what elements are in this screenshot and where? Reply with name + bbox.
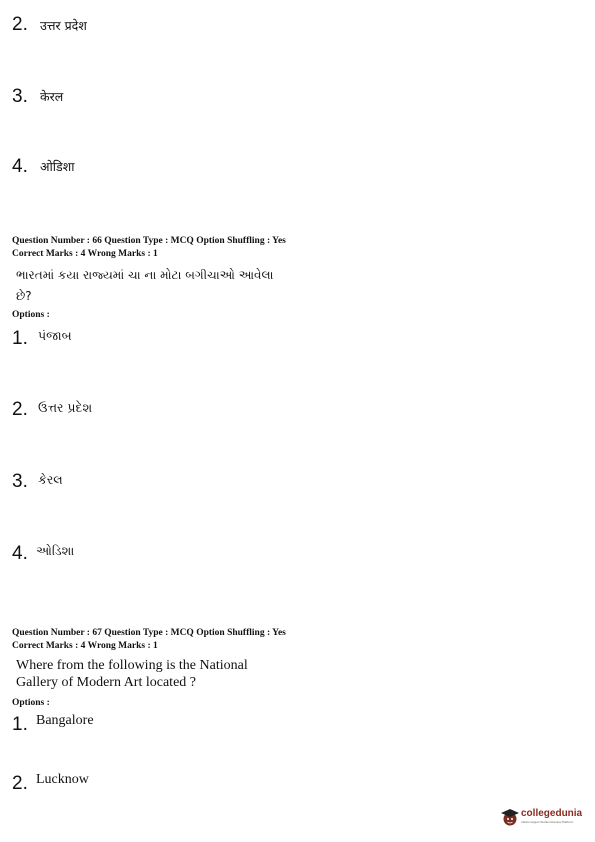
option-number: 2.	[12, 14, 28, 35]
option-text: केरल	[40, 89, 64, 104]
question-text-line: Gallery of Modern Art located ?	[16, 675, 196, 690]
option-1-row	[12, 328, 72, 350]
marks-meta-line: Correct Marks : 4 Wrong Marks : 1	[12, 641, 158, 651]
option-number: 3.	[12, 86, 28, 107]
option-2-row	[12, 399, 93, 421]
option-text: ઓડિશા	[36, 543, 75, 558]
question-67-meta	[12, 627, 286, 653]
option-number: 2.	[12, 399, 28, 420]
options-label: Options :	[12, 698, 50, 708]
option-text: કેરલ	[38, 472, 63, 487]
option-3-row	[12, 86, 64, 108]
question-66-text	[16, 265, 274, 307]
option-2-row	[12, 772, 89, 795]
question-meta-line: Question Number : 66 Question Type : MCQ Option Shuffling : Yes	[12, 236, 286, 246]
question-text-line: ભારતમાં કયા રાજ્યમાં ચા ના મોટા બગીચાઓ આવેલા	[16, 268, 274, 282]
option-3-row	[12, 471, 63, 493]
option-text: Bangalore	[36, 713, 94, 728]
brand-tagline: India's largest Student Review Platform	[521, 820, 574, 824]
option-2-row	[12, 14, 87, 36]
graduate-mascot-icon	[500, 807, 520, 827]
collegedunia-watermark	[500, 805, 592, 829]
option-number: 4.	[12, 543, 28, 564]
option-text: उत्तर प्रदेश	[40, 18, 87, 33]
option-text: Lucknow	[36, 772, 89, 787]
question-meta-line: Question Number : 67 Question Type : MCQ Option Shuffling : Yes	[12, 628, 286, 638]
question-text-line: Where from the following is the National	[16, 658, 248, 673]
question-66-meta	[12, 235, 286, 261]
option-number: 1.	[12, 328, 28, 349]
marks-meta-line: Correct Marks : 4 Wrong Marks : 1	[12, 249, 158, 259]
brand-name: collegedunia	[521, 808, 583, 819]
question-67-text	[16, 657, 248, 691]
option-text: પંજાબ	[38, 328, 72, 343]
options-label: Options :	[12, 310, 50, 320]
option-number: 1.	[12, 714, 28, 735]
option-1-row	[12, 713, 94, 736]
option-4-row	[12, 156, 75, 178]
question-text-line: છે?	[16, 289, 32, 303]
option-number: 3.	[12, 471, 28, 492]
option-text: ओडिशा	[40, 159, 75, 174]
option-text: ઉત્તર પ્રદેશ	[38, 400, 93, 415]
option-number: 2.	[12, 773, 28, 794]
option-number: 4.	[12, 156, 28, 177]
option-4-row	[12, 543, 75, 565]
